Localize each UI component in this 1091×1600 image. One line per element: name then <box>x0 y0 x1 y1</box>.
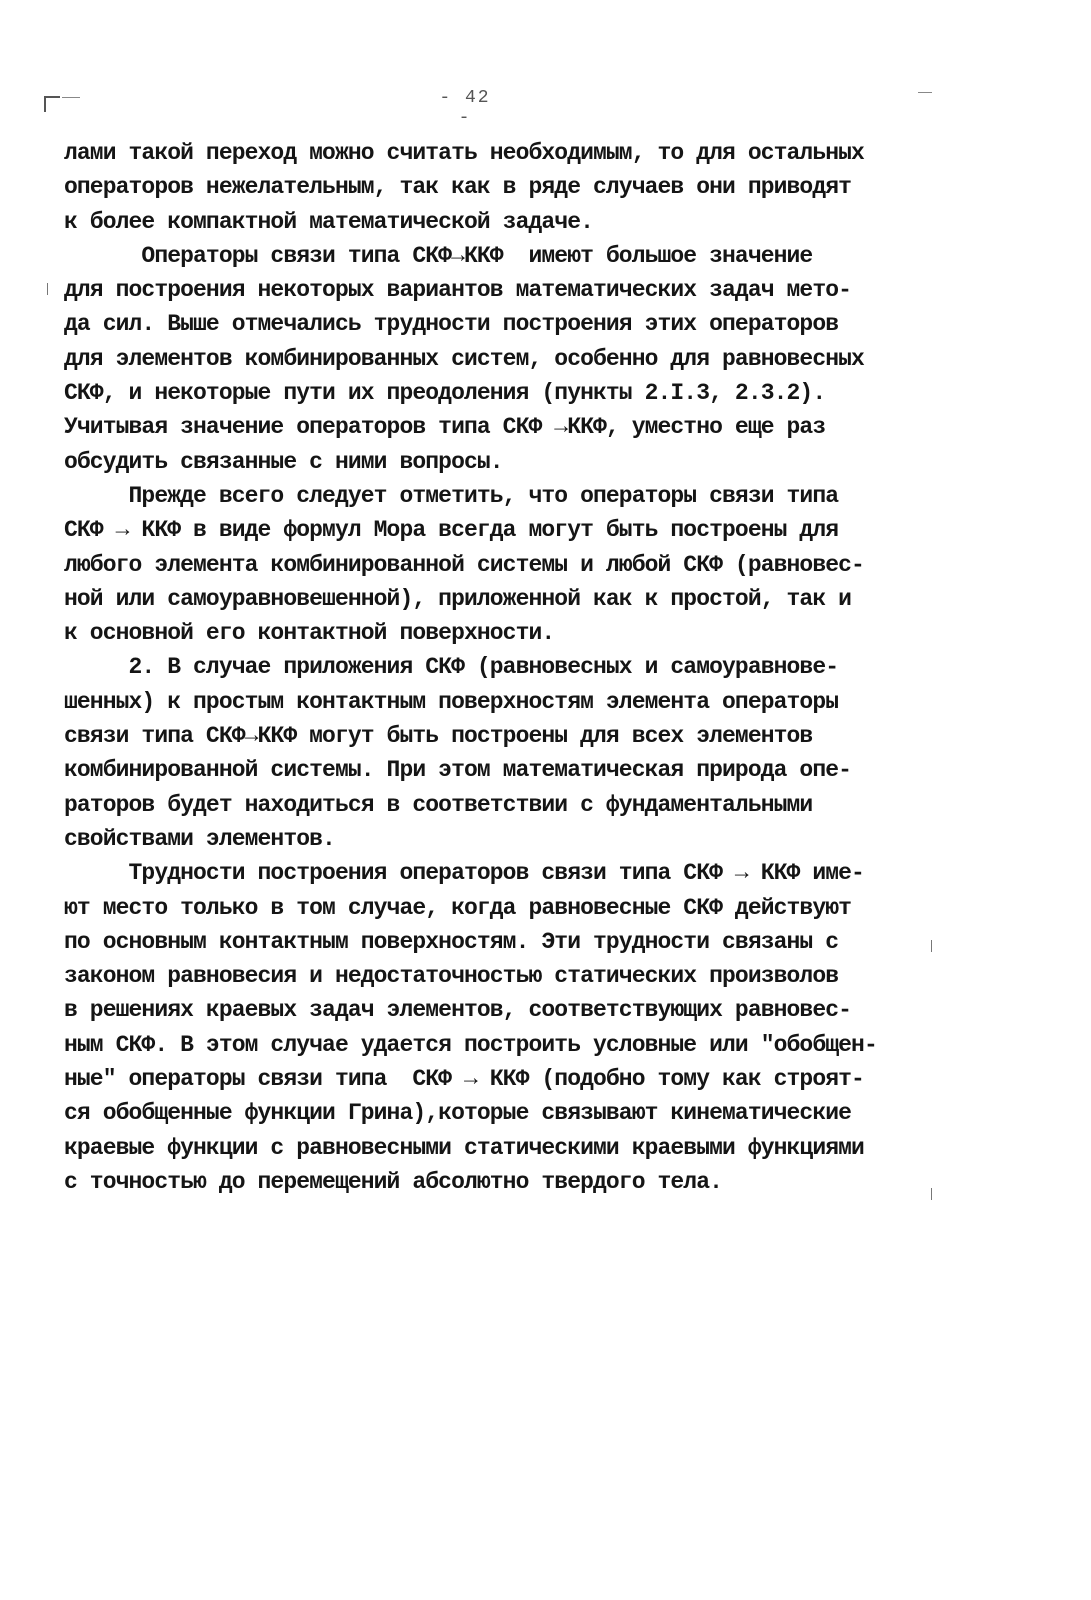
text-line: раторов будет находиться в соответствии с фундаментальными <box>64 791 813 818</box>
text-line: ным СКФ. В этом случае удается построить условные или "обобщен- <box>64 1031 877 1058</box>
text-line: обсудить связанные с ними вопросы. <box>64 448 503 475</box>
text-line: СКФ → ККФ в виде формул Мора всегда могут быть построены для <box>64 517 839 544</box>
text-line: связи типа СКФ→ККФ могут быть построены для всех элементов <box>64 723 813 750</box>
text-line: Трудности построения операторов связи типа СКФ → ККФ име- <box>64 860 864 887</box>
text-line: СКФ, и некоторые пути их преодоления (пункты 2.I.3, 2.3.2). <box>64 380 826 407</box>
text-line: комбинированной системы. При этом математическая природа опе- <box>64 757 852 784</box>
corner-dash-mark <box>62 97 80 98</box>
text-line: Операторы связи типа СКФ→ККФ имеют большое значение <box>64 242 813 269</box>
text-line: ют место только в том случае, когда равновесные СКФ действуют <box>64 894 852 921</box>
text-line: к более компактной математической задаче. <box>64 208 593 235</box>
page-number: - 42 - <box>439 88 491 128</box>
margin-tick-left <box>47 283 48 295</box>
text-line: законом равновесия и недостаточностью статических произволов <box>64 963 839 990</box>
text-line: к основной его контактной поверхности. <box>64 620 555 647</box>
body-text <box>64 136 964 1199</box>
corner-crop-mark <box>44 96 60 112</box>
text-line: операторов нежелательным, так как в ряде случаев они приводят <box>64 174 852 201</box>
text-line: 2. В случае приложения СКФ (равновесных и самоуравнове- <box>64 654 839 681</box>
text-line: с точностью до перемещений абсолютно твердого тела. <box>64 1168 723 1195</box>
text-line: ной или самоуравновешенной), приложенной как к простой, так и <box>64 585 852 612</box>
text-line: в решениях краевых задач элементов, соответствующих равновес- <box>64 997 852 1024</box>
text-line: да сил. Выше отмечались трудности построения этих операторов <box>64 311 839 338</box>
text-line: ные" операторы связи типа СКФ → ККФ (подобно тому как строят- <box>64 1066 864 1093</box>
right-dash-mark <box>918 92 932 93</box>
text-line: ся обобщенные функции Грина),которые связывают кинематические <box>64 1100 852 1127</box>
text-line: по основным контактным поверхностям. Эти трудности связаны с <box>64 928 839 955</box>
text-line: Прежде всего следует отметить, что операторы связи типа <box>64 482 839 509</box>
text-line: лами такой переход можно считать необходимым, то для остальных <box>64 140 864 166</box>
text-line: для элементов комбинированных систем, особенно для равновесных <box>64 345 864 372</box>
text-line: Учитывая значение операторов типа СКФ →ККФ, уместно еще раз <box>64 414 826 441</box>
text-line: краевые функции с равновесными статическими краевыми функциями <box>64 1134 864 1161</box>
text-line: для построения некоторых вариантов математических задач мето- <box>64 277 852 304</box>
text-line: любого элемента комбинированной системы и любой СКФ (равновес- <box>64 551 864 578</box>
text-line: шенных) к простым контактным поверхностям элемента операторы <box>64 688 839 715</box>
text-line: свойствами элементов. <box>64 825 335 852</box>
